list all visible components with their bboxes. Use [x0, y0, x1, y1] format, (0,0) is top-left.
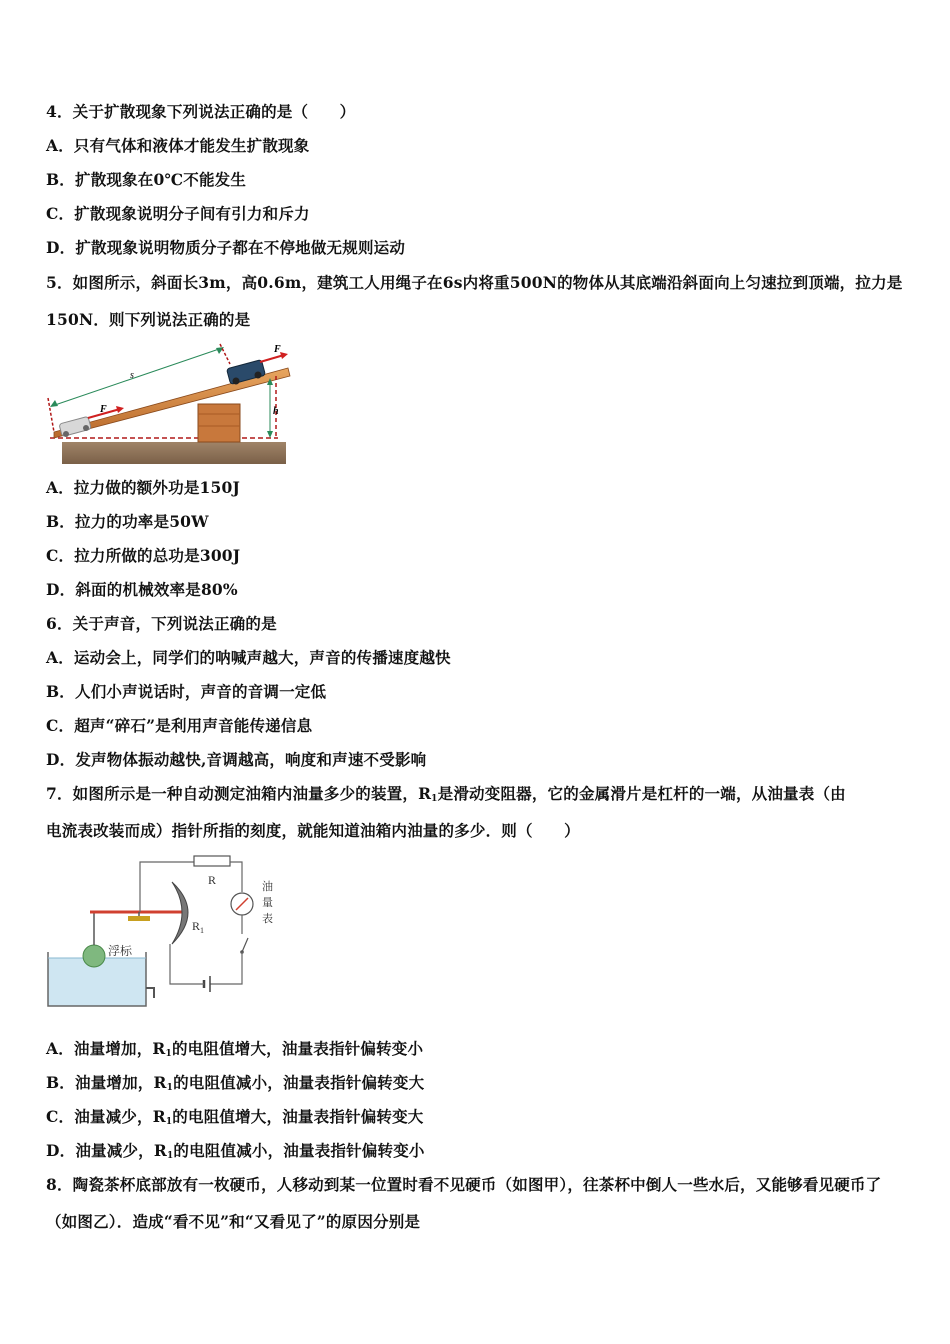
- q4-option-b: B．扩散现象在0℃不能发生: [46, 170, 247, 189]
- fixed-resistor: [194, 856, 230, 866]
- drain-tap: [146, 988, 154, 998]
- q6-option-b: B．人们小声说话时，声音的音调一定低: [46, 682, 327, 701]
- q7-stem-part-b: 是滑动变阻器，它的金属滑片是杠杆的一端，从油量表（由: [437, 784, 846, 803]
- q5-stem: 5．如图所示，斜面长3m，高0.6m，建筑工人用绳子在6s内将重500N的物体从其底端沿斜面向上匀速拉到顶端，拉力是150N．则下列说法正确的是: [46, 273, 903, 329]
- q7-option-a-prefix: A．油量增加，R: [46, 1039, 166, 1058]
- q7-option-d-suffix: 的电阻值减小，油量表指针偏转变小: [173, 1141, 425, 1160]
- q7-stem-sub: 1: [431, 794, 438, 804]
- ground: [62, 442, 286, 464]
- height-label: h: [273, 406, 279, 417]
- q5-option-c: C．拉力所做的总功是300J: [46, 546, 241, 565]
- q7-option-c-prefix: C．油量减少，R: [46, 1107, 166, 1126]
- q7-stem-line2: 电流表改装而成）指针所指的刻度，就能知道油箱内油量的多少．则（ ）: [46, 821, 580, 840]
- q7-option-b-prefix: B．油量增加，R: [46, 1073, 167, 1092]
- force-arrow-top: [260, 355, 284, 362]
- q7-option-b-suffix: 的电阻值减小，油量表指针偏转变大: [173, 1073, 425, 1092]
- q7-option-c-sub: 1: [165, 1117, 173, 1127]
- resistor-label: R: [208, 873, 217, 887]
- q7-option-d-sub: 1: [166, 1151, 174, 1161]
- q7-option-d: [46, 1141, 425, 1166]
- incline-figure: [44, 340, 294, 468]
- support-block: [198, 404, 240, 442]
- rheostat-label: $R_1$: [192, 919, 205, 935]
- length-label: s: [130, 370, 134, 381]
- q7-option-a-suffix: 的电阻值增大，油量表指针偏转变小: [171, 1039, 424, 1058]
- q4-option-a: A．只有气体和液体才能发生扩散现象: [46, 136, 310, 155]
- q7-option-c: [46, 1107, 424, 1132]
- q4-option-d: D．扩散现象说明物质分子都在不停地做无规则运动: [46, 238, 406, 257]
- force-label-bottom: F: [100, 404, 107, 415]
- float-ball: [83, 945, 105, 967]
- q8-stem: 8．陶瓷茶杯底部放有一枚硬币，人移动到某一位置时看不见硬币（如图甲），往茶杯中倒人一些水后，又能够看见硬币了（如图乙）．造成“看不见”和“又看见了”的原因分别是: [46, 1175, 882, 1231]
- q6-option-a: A．运动会上，同学们的呐喊声越大，声音的传播速度越快: [46, 648, 451, 667]
- float-label: 浮标: [108, 944, 133, 958]
- q4-stem: 4．关于扩散现象下列说法正确的是（ ）: [46, 102, 356, 121]
- q6-option-c: C．超声“碎石”是利用声音能传递信息: [46, 716, 313, 735]
- switch: [242, 938, 248, 952]
- q6-option-d: D．发声物体振动越快,音调越高，响度和声速不受影响: [46, 750, 427, 769]
- q5-option-a: A．拉力做的额外功是150J: [46, 478, 241, 497]
- q6-stem: 6．关于声音，下列说法正确的是: [46, 614, 277, 633]
- q5-option-d: D．斜面的机械效率是80%: [46, 580, 238, 599]
- meter-label-2: 量: [262, 896, 273, 909]
- meter-label-3: 表: [262, 912, 273, 925]
- q7-stem-part-a: 7．如图所示是一种自动测定油箱内油量多少的装置，R: [46, 784, 432, 803]
- q7-option-a: [46, 1039, 423, 1064]
- q5-option-b: B．拉力的功率是50W: [46, 512, 209, 531]
- q4-option-c: C．扩散现象说明分子间有引力和斥力: [46, 204, 310, 223]
- q7-option-c-suffix: 的电阻值增大，油量表指针偏转变大: [172, 1107, 424, 1126]
- fuel-gauge-figure: [44, 848, 284, 1014]
- meter-label-1: 油: [262, 880, 273, 893]
- q7-option-d-prefix: D．油量减少，R: [46, 1141, 167, 1160]
- circuit-wire-right: [230, 862, 242, 892]
- force-label-top: F: [274, 344, 281, 355]
- q7-stem-line1: [46, 784, 846, 809]
- q7-option-a-sub: 1: [165, 1049, 172, 1059]
- cart-bottom: [59, 416, 91, 437]
- q7-option-b-sub: 1: [166, 1083, 174, 1093]
- q7-option-b: [46, 1073, 424, 1098]
- pivot: [128, 916, 150, 921]
